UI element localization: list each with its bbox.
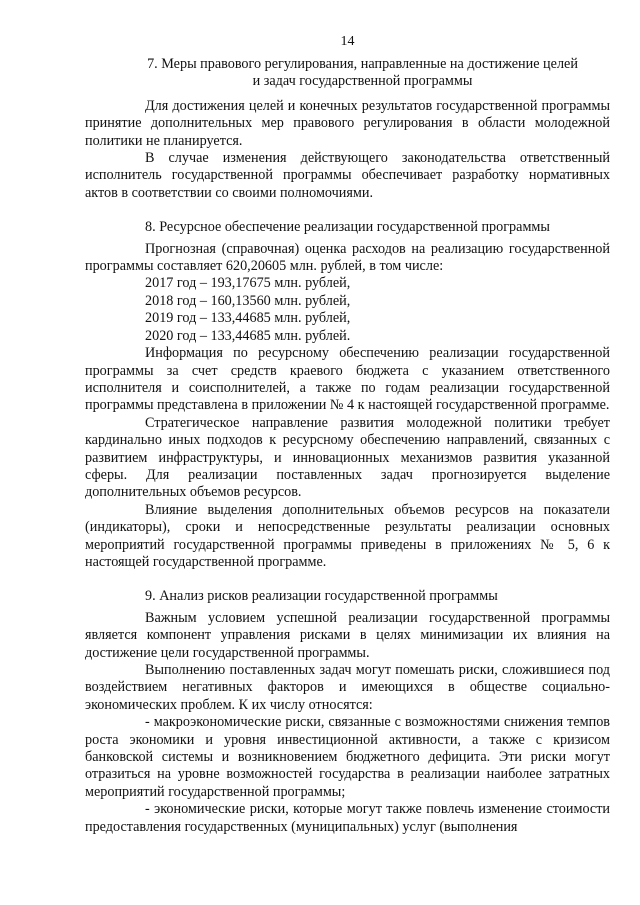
section-8-paragraph-4: Влияние выделения дополнительных объемов ресурсов на показатели (индикаторы), сроки и непосредственные результаты реализации основных мероприятий государственной программы приведены в приложениях № 5, 6 к настоящей государственной программе. (85, 501, 610, 570)
expense-year-2020: 2020 год – 133,44685 млн. рублей. (145, 327, 351, 344)
expense-year-2018: 2018 год – 160,13560 млн. рублей, (145, 292, 351, 309)
section-8 (85, 219, 610, 571)
section-8-paragraph-2: Информация по ресурсному обеспечению реализации государственной программы за счет средств краевого бюджета с указанием ответственного исполнителя и соисполнителей, а также по годам реализации государственной программы представлена в приложении № 4 к настоящей государственной программе. (85, 345, 610, 414)
expense-year-2019: 2019 год – 133,44685 млн. рублей, (145, 310, 351, 327)
section-9-heading: 9. Анализ рисков реализации государственной программы (145, 588, 498, 605)
section-7-paragraph-1: Для достижения целей и конечных результатов государственной программы принятие дополнительных мер правового регулирования в области молодежной политики не планируется. (85, 97, 610, 149)
section-7-heading (85, 56, 610, 91)
section-7-heading-line-2: и задач государственной программы (252, 73, 473, 90)
section-9-paragraph-1: Важным условием успешной реализации государственной программы является компонент управления рисками в целях минимизации их влияния на достижение цели государственной программы. (85, 609, 610, 661)
section-9-paragraph-3: - макроэкономические риски, связанные с возможностями снижения темпов роста экономики и уровня инвестиционной активности, а также с кризисом банковской системы и возникновением бюджетного дефицита. Эти риски могут отразиться на уровне возможностей государства в реализации наиболее затратных мероприятий государственной программы; (85, 714, 610, 800)
section-8-paragraph-3: Стратегическое направление развития молодежной политики требует кардинально иных подходов к ресурсному обеспечению направлений, связанных с развитием инфраструктуры, и инновационных механизмов развития указанной сферы. Для реализации поставленных задач прогнозируется выделение дополнительных объемов ресурсов. (85, 414, 610, 501)
section-8-paragraph-1: Прогнозная (справочная) оценка расходов на реализацию государственной программы составляет 620,20605 млн. рублей, в том числе: (85, 240, 610, 275)
section-7-heading-line-1: 7. Меры правового регулирования, направленные на достижение целей (147, 56, 578, 72)
expense-year-2017: 2017 год – 193,17675 млн. рублей, (145, 275, 351, 292)
section-7 (85, 56, 610, 202)
section-9 (85, 588, 610, 836)
section-7-paragraph-2: В случае изменения действующего законодательства ответственный исполнитель государственной программы обеспечивает разработку нормативных актов в соответствии со своими полномочиями. (85, 150, 610, 201)
section-9-paragraph-2: Выполнению поставленных задач могут помешать риски, сложившиеся под воздействием негативных факторов и имеющихся в обществе социально-экономических проблем. К их числу относятся: (85, 662, 610, 713)
section-9-paragraph-4: - экономические риски, которые могут также повлечь изменение стоимости предоставления государственных (муниципальных) услуг (выполнения (85, 801, 610, 835)
section-8-heading: 8. Ресурсное обеспечение реализации государственной программы (145, 219, 550, 236)
page-number: 14 (340, 34, 355, 49)
expenses-by-year-list (85, 275, 610, 345)
